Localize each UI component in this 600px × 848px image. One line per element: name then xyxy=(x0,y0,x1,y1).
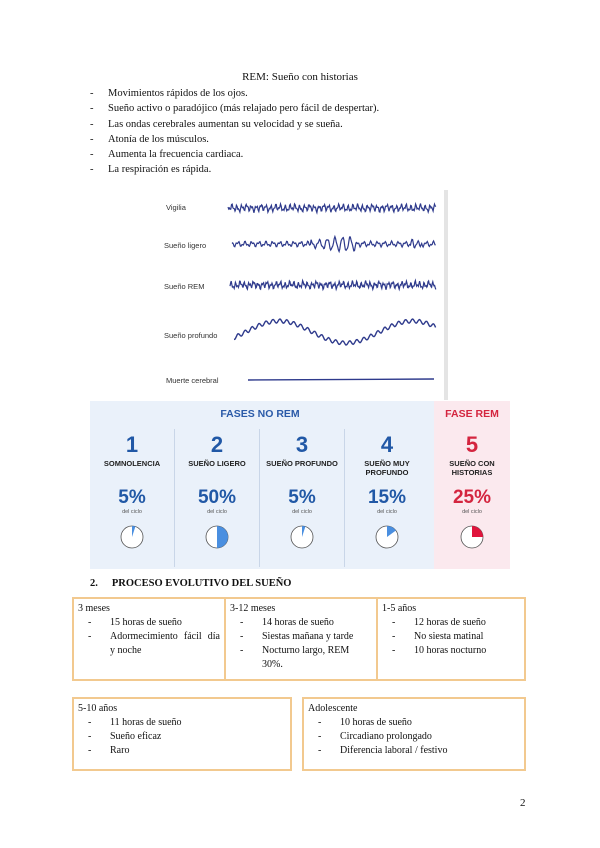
phase-percent: 15% xyxy=(367,487,407,508)
phase-name: SUEÑO PROFUNDO xyxy=(266,459,338,468)
phase-number: 2 xyxy=(210,432,224,457)
box-title: 3-12 meses xyxy=(230,603,276,614)
phase-percent: 50% xyxy=(197,487,237,508)
list-item: - Aumenta la frecuencia cardiaca. xyxy=(90,147,379,162)
phase-card-3 xyxy=(260,427,344,569)
list-item: - 11 horas de sueño xyxy=(88,716,286,730)
phase-sub: del ciclo xyxy=(122,509,142,515)
age-box-5-10-anos xyxy=(72,697,292,771)
page-title: REM: Sueño con historias xyxy=(242,71,358,83)
eeg-label-vigilia: Vigilia xyxy=(166,203,186,212)
list-item: - Movimientos rápidos de los ojos. xyxy=(90,86,379,101)
phase-pie-chart xyxy=(289,524,315,550)
list-item: - 14 horas de sueño xyxy=(240,616,372,630)
age-box-3-12-meses xyxy=(224,597,378,681)
phase-sub: del ciclo xyxy=(377,509,397,515)
phase-number: 4 xyxy=(380,432,394,457)
list-item: - Atonía de los músculos. xyxy=(90,132,379,147)
phase-percent: 25% xyxy=(452,487,492,508)
sleep-phases-infographic xyxy=(90,401,510,569)
list-item: - 10 horas de sueño xyxy=(318,716,520,730)
age-box-adolescente xyxy=(302,697,526,771)
eeg-wave-sueno-rem xyxy=(230,281,436,290)
list-item: - Sueño activo o paradójico (más relajado pero fácil de despertar). xyxy=(90,101,379,116)
list-item: - Siestas mañana y tarde xyxy=(240,630,372,644)
phase-card-4 xyxy=(345,427,429,569)
rem-phase-heading: FASE REM xyxy=(445,408,499,420)
eeg-wave-sueno-ligero xyxy=(232,237,436,252)
phase-pie-chart xyxy=(374,524,400,550)
phase-percent: 5% xyxy=(288,487,316,508)
phase-name: SUEÑO CON HISTORIAS xyxy=(449,459,495,477)
list-item: - Diferencia laboral / festivo xyxy=(318,744,520,758)
list-item: - 12 horas de sueño xyxy=(392,616,520,630)
phase-pie-chart xyxy=(459,524,485,550)
box-title: 3 meses xyxy=(78,603,110,614)
eeg-border xyxy=(444,190,448,400)
list-item: - No siesta matinal xyxy=(392,630,520,644)
list-item: - Adormecimiento fácil día y noche xyxy=(88,630,220,658)
phase-pie-chart xyxy=(204,524,230,550)
list-item: - Las ondas cerebrales aumentan su velocidad y se sueña. xyxy=(90,117,379,132)
phase-pie-chart xyxy=(119,524,145,550)
pie-slice xyxy=(217,526,228,548)
phase-percent: 5% xyxy=(118,487,146,508)
list-item: - 10 horas nocturno xyxy=(392,644,520,658)
phase-number: 3 xyxy=(295,432,309,457)
list-item: - Nocturno largo, REM 30%. xyxy=(240,644,372,672)
page-number: 2 xyxy=(520,797,526,809)
list-item: - La respiración es rápida. xyxy=(90,162,379,177)
nrem-phases-heading: FASES NO REM xyxy=(220,408,300,420)
list-item: - Sueño eficaz xyxy=(88,730,286,744)
section-number: 2. xyxy=(90,578,98,589)
phase-card-5 xyxy=(430,427,514,569)
phase-name: SUEÑO LIGERO xyxy=(188,459,246,468)
eeg-label-muerte-cerebral: Muerte cerebral xyxy=(166,376,219,385)
section-heading xyxy=(90,578,291,589)
box-title: 5-10 años xyxy=(78,703,118,714)
age-box-1-5-anos xyxy=(376,597,526,681)
phase-card-2 xyxy=(175,427,259,569)
phase-sub: del ciclo xyxy=(207,509,227,515)
eeg-wave-muerte-cerebral xyxy=(248,379,434,380)
phase-sub: del ciclo xyxy=(462,509,482,515)
box-title: Adolescente xyxy=(308,703,358,714)
eeg-wave-sueno-profundo xyxy=(234,319,436,345)
list-item: - 15 horas de sueño xyxy=(88,616,220,630)
phase-sub: del ciclo xyxy=(292,509,312,515)
rem-characteristics-list xyxy=(90,86,379,178)
eeg-waveform-figure xyxy=(156,190,444,400)
phase-card-1 xyxy=(90,427,174,569)
box-title: 1-5 años xyxy=(382,603,417,614)
age-box-3-meses xyxy=(72,597,226,681)
eeg-label-sueno-profundo: Sueño profundo xyxy=(164,331,218,340)
phase-number: 5 xyxy=(465,432,479,457)
list-item: - Circadiano prolongado xyxy=(318,730,520,744)
eeg-wave-vigilia xyxy=(228,204,436,213)
eeg-label-sueno-ligero: Sueño ligero xyxy=(164,241,207,250)
section-title: PROCESO EVOLUTIVO DEL SUEÑO xyxy=(111,578,292,589)
phase-name: SOMNOLENCIA xyxy=(103,459,161,468)
list-item: - Raro xyxy=(88,744,286,758)
pie-slice xyxy=(472,526,483,537)
phase-name: SUEÑO MUY PROFUNDO xyxy=(364,459,410,477)
eeg-label-sueno-rem: Sueño REM xyxy=(164,282,205,291)
phase-number: 1 xyxy=(125,432,139,457)
